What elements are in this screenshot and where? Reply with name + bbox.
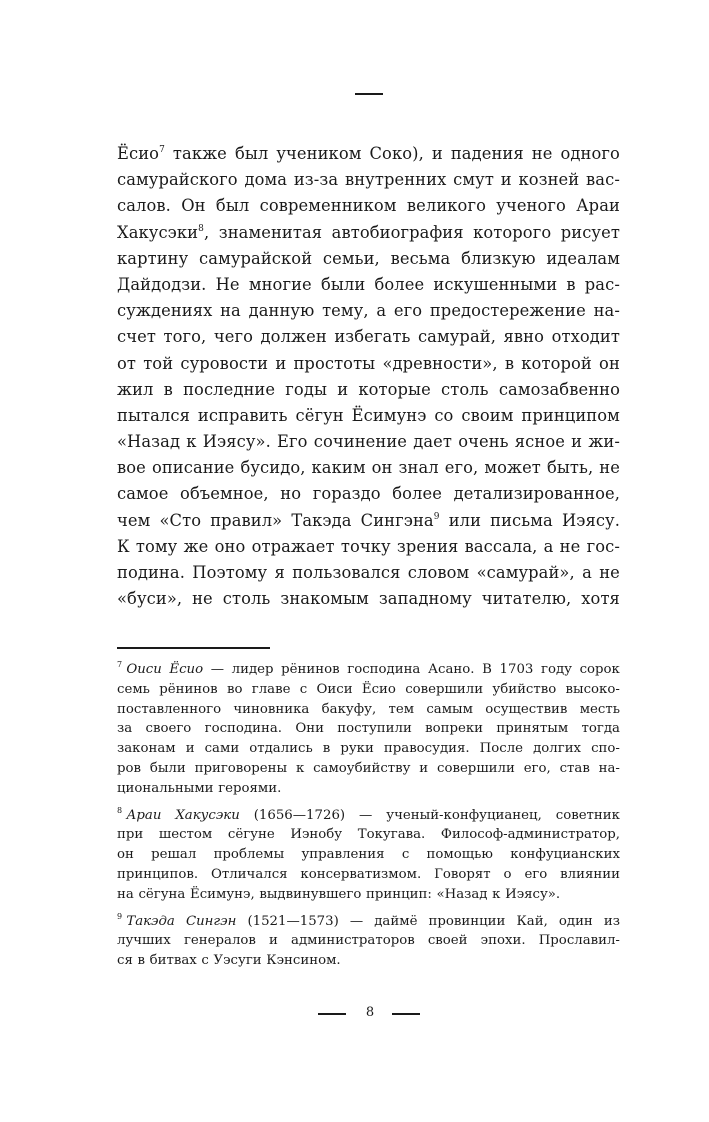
text-line: суждениях на данную тему, а его предостережение на-: [117, 301, 620, 321]
footnote-line: за своего господина. Они поступили вопреки принятым тогда: [117, 721, 620, 737]
footnote-7: [117, 660, 620, 799]
text-line: вое описание бусидо, каким он знал его, может быть, не: [117, 458, 620, 478]
footnotes: [117, 660, 620, 978]
footnote-line: принципов. Отличался консерватизмом. Говорят о его влиянии: [117, 866, 620, 882]
footnote-mark: 7: [117, 660, 123, 669]
text-line: от той суровости и простоты «древности», в которой он: [117, 353, 620, 373]
footnote-ref: 9: [433, 511, 440, 522]
footnote-line: $^8$ Араи Хакусэки (1656—1726) — ученый-конфуцианец, советник: [117, 805, 620, 823]
footnote-line: поставленного чиновника бакуфу, тем самым осуществив месть: [117, 701, 620, 717]
footnote-term: Араи: [122, 807, 162, 823]
footnote-line: $^7$ Оиси Ёсио — лидер рёнинов господина Асано. В 1703 году сорок: [117, 660, 620, 677]
text-line: «буси», не столь знакомым западному читателю, хотя: [117, 589, 620, 609]
text-line: пытался исправить сёгун Ёсимунэ со своим принципом: [117, 405, 620, 425]
footnote-line: ров были приговорены к самоубийству и совершили его, став на-: [117, 760, 620, 776]
footnote-line: на сёгуна Ёсимунэ, выдвинувшего принцип: «Назад к Иэясу».: [117, 886, 561, 902]
text-line: Хакусэки$^8$, знаменитая автобиография которого рисует: [117, 222, 620, 242]
footnote-line: при шестом сёгуне Иэнобу Токугава. Философ-администратор,: [117, 827, 620, 843]
text-line: Дайдодзи. Не многие были более искушенными в рас-: [117, 274, 620, 294]
text-line: подина. Поэтому я пользовался словом «самурай», а не: [117, 563, 620, 582]
footnote-line: $^9$ Такэда Сингэн (1521—1573) — даймё провинции Кай, один из: [117, 911, 620, 929]
text-line: самое объемное, но гораздо более детализированное,: [117, 484, 620, 504]
text-line: «Назад к Иэясу». Его сочинение дает очень ясное и жи-: [117, 432, 620, 452]
top-ornament-rule: [355, 93, 383, 95]
text-line: картину самурайской семьи, весьма близкую идеалам: [117, 248, 620, 268]
footer-dash-left: [318, 1013, 346, 1015]
footer-dash-right: [392, 1013, 420, 1015]
text-line: счет того, чего должен избегать самурай, явно отходит: [117, 327, 620, 347]
footnote-line: ся в битвах с Уэсуги Кэнсином.: [117, 953, 341, 969]
footnote-ref: 8: [198, 223, 204, 234]
footnote-line: циональными героями.: [117, 780, 282, 796]
footnote-line: он решал проблемы управления с помощью конфуцианских: [117, 847, 620, 863]
footnote-line: законам и сами отдались в руки правосудия. После долгих спо-: [117, 741, 620, 757]
footnote-8: [117, 806, 620, 905]
footnote-term: Оиси: [122, 662, 162, 677]
footnote-line: лучших генералов и администраторов своей эпохи. Прославил-: [117, 933, 620, 949]
footnote-separator: [117, 647, 270, 649]
page-footer: [0, 1003, 709, 1023]
footnote-term: Такэда: [122, 913, 175, 929]
footnote-mark: 9: [117, 911, 123, 921]
footnote-ref: 7: [159, 145, 165, 155]
text-line: жил в последние годы и которые столь самозабвенно: [117, 379, 620, 399]
page-number: 8: [365, 1005, 375, 1020]
footnote-mark: 8: [117, 805, 123, 815]
main-text: [117, 141, 620, 612]
text-line: Ёсио$^7$ также был учеником Соко), и падения не одного: [117, 144, 620, 163]
text-line: салов. Он был современником великого ученого Араи: [117, 196, 620, 216]
text-line: К тому же оно отражает точку зрения вассала, а не гос-: [117, 536, 620, 556]
text-line: чем «Сто правил» Такэда Сингэна$^9$ или письма Иэясу.: [117, 510, 620, 530]
text-line: самурайского дома из-за внутренних смут и козней вас-: [117, 170, 620, 190]
footnote-line: семь рёнинов во главе с Оиси Ёсио совершили убийство высоко-: [117, 681, 620, 697]
footnote-9: [117, 912, 620, 971]
